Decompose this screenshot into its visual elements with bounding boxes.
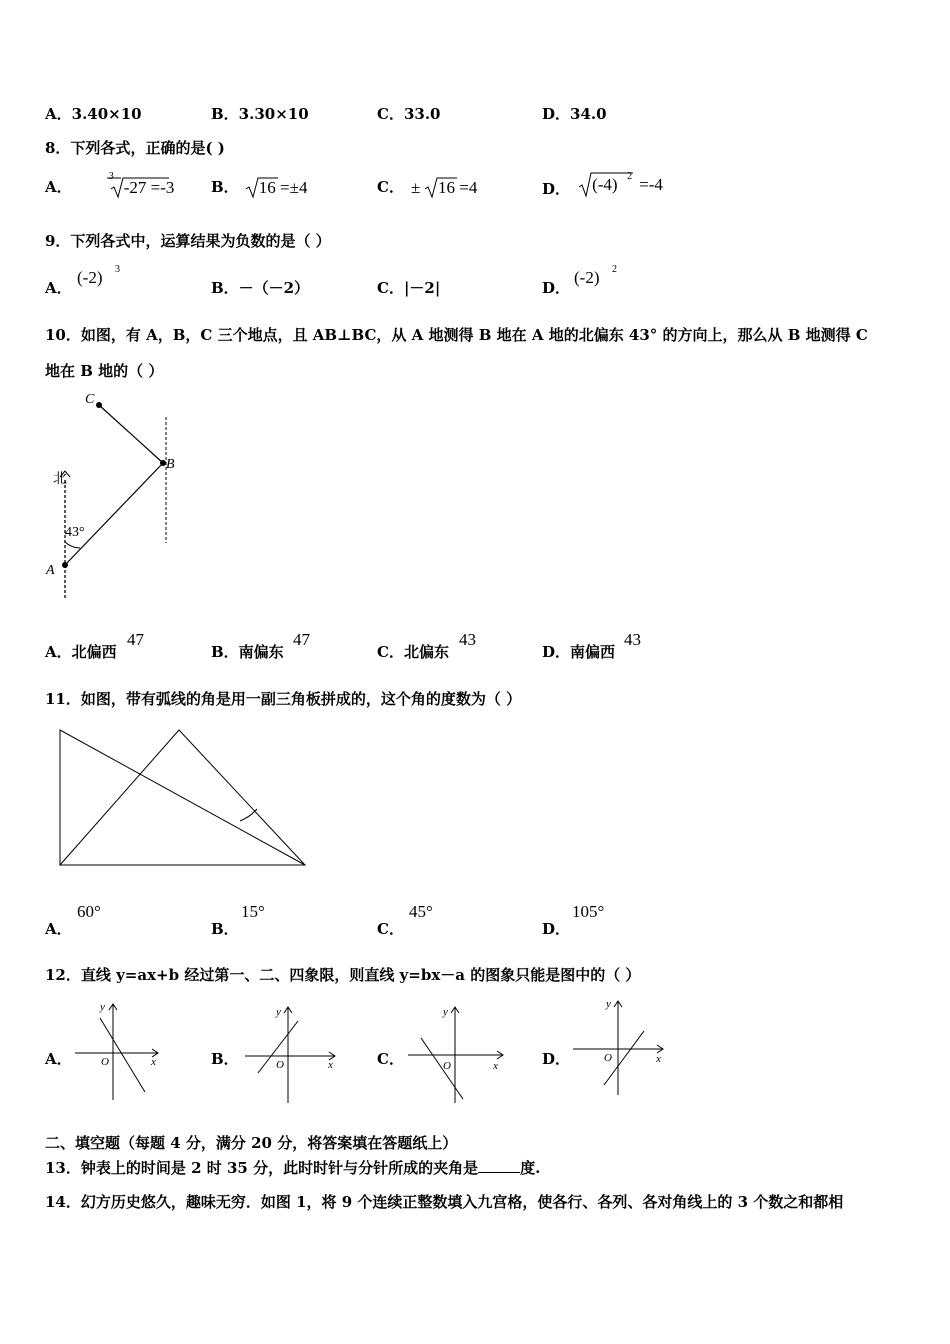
q12-graph-c [403,1003,513,1108]
q12-graph-a [70,1000,170,1105]
axis-x-label: x [656,1053,661,1065]
q12-graph-b [240,1003,340,1108]
q8-d-exp: 2 [627,171,633,182]
axis-x-label: x [328,1059,333,1071]
q10-a-value: 47 [127,630,144,649]
q11-b-value: 15° [241,902,265,921]
q10-c-value: 43 [459,630,476,649]
q11-option-c [377,900,517,936]
q10-option-a [45,630,185,660]
q7-option-b: B．3.30×10 [211,105,309,123]
q11-figure [55,725,315,870]
axis-y-label: y [606,998,611,1010]
q14-stem: 14．幻方历史悠久，趣味无穷．如图 1，将 9 个连续正整数填入九宫格，使各行、各列、各对角线上的 3 个数之和都相 [45,1193,844,1211]
q10-option-d [542,630,682,660]
q8-stem: 8．下列各式，正确的是( ) [45,139,225,157]
q10-b-value: 47 [293,630,310,649]
axis-y-label: y [276,1006,281,1018]
label-north: 北 [53,471,67,487]
q10-a-label: A．北偏西 [45,643,117,661]
q12-a-label: A． [45,1050,72,1068]
q9-option-c: C．|－2| [377,279,441,297]
q11-b-label: B． [211,920,239,938]
q9-option-b: B．－（－2） [211,279,310,297]
q10-figure [30,385,230,610]
point-a [62,562,68,568]
q9-stem: 9．下列各式中，运算结果为负数的是（ ） [45,232,331,250]
section-2-title: 二、填空题（每题 4 分，满分 20 分，将答案填在答题纸上） [45,1134,458,1152]
origin-label: O [101,1056,109,1068]
q13-stem [45,1157,540,1178]
q10-option-b [211,630,351,660]
q8-b-math: 16 =±4 [258,177,308,197]
q10-option-c [377,630,517,660]
label-c: C [85,392,95,407]
q8-c-pm: ± [411,177,421,197]
q8-a-label: A． [45,178,72,196]
label-b: B [166,457,175,472]
q12-graph-d [568,997,668,1097]
q13-stem-before: 13．钟表上的时间是 2 时 35 分，此时时针与分针所成的夹角是 [45,1159,479,1177]
axis-y-label: y [100,1001,105,1013]
origin-label: O [443,1060,451,1072]
q10-stem-line1: 10．如图，有 A，B，C 三个地点，且 AB⊥BC，从 A 地测得 B 地在 A 地的北偏东 43° 的方向上，那么从 B 地测得 C [45,326,868,344]
q9-a-exp: 3 [115,264,120,275]
q11-c-value: 45° [409,902,433,921]
q8-b-label: B． [211,178,239,196]
q11-stem: 11．如图，带有弧线的角是用一副三角板拼成的，这个角的度数为（ ） [45,690,522,708]
q11-option-a [45,900,185,936]
radical-overline [107,177,167,179]
q11-c-label: C． [377,920,404,938]
q11-a-value: 60° [77,902,101,921]
label-a: A [46,563,55,578]
q8-d-math: (-4) [592,175,618,194]
axis-x-label: x [493,1060,498,1072]
triangle-30-60 [60,730,305,865]
q8-d-label: D． [542,179,571,198]
q12-b-label: B． [211,1050,239,1068]
q8-option-a [45,170,193,199]
q8-d-rhs: =-4 [639,175,663,194]
q13-stem-after: 度. [520,1159,541,1177]
q7-option-d: D．34.0 [542,105,607,123]
answer-blank[interactable] [478,1160,520,1173]
q12-c-label: C． [377,1050,404,1068]
q9-a-label: A． [45,279,72,297]
q11-option-d [542,900,682,936]
axis-x-label: x [151,1056,156,1068]
q8-c-math: 16 =4 [438,177,478,197]
q8-a-root-index: 3 [108,170,114,182]
q12-d-label: D． [542,1050,571,1068]
origin-label: O [276,1059,284,1071]
q10-d-label: D．南偏西 [542,643,616,661]
q9-option-a [45,264,165,296]
q8-c-label: C． [377,178,404,196]
q8-option-c [377,176,513,199]
q8-option-d [542,172,705,198]
q9-d-label: D． [542,279,571,297]
q10-b-label: B．南偏东 [211,643,284,661]
q8-option-b [211,176,330,199]
segment-ab [65,463,163,565]
q7-option-a: A．3.40×10 [45,105,142,123]
label-angle: 43° [65,525,85,540]
q7-option-c: C．33.0 [377,105,441,123]
q11-d-label: D． [542,920,571,938]
q10-stem-line2: 地在 B 地的（ ） [45,362,164,380]
q9-d-math: (-2) [574,268,600,287]
angle-arc [65,542,80,548]
axis-y-label: y [443,1006,448,1018]
q8-a-math: -27 =-3 [123,177,175,197]
q9-d-exp: 2 [612,264,617,275]
segment-bc [99,405,163,463]
point-c [96,402,102,408]
q9-a-math: (-2) [77,268,103,287]
q10-d-value: 43 [624,630,641,649]
q9-option-d [542,264,662,296]
q11-option-b [211,900,351,936]
origin-label: O [604,1052,612,1064]
q12-stem: 12．直线 y=ax+b 经过第一、二、四象限，则直线 y=bx－a 的图象只能是图中的（ ） [45,966,641,984]
q10-c-label: C．北偏东 [377,643,449,661]
q11-a-label: A． [45,920,72,938]
q11-d-value: 105° [572,902,605,921]
